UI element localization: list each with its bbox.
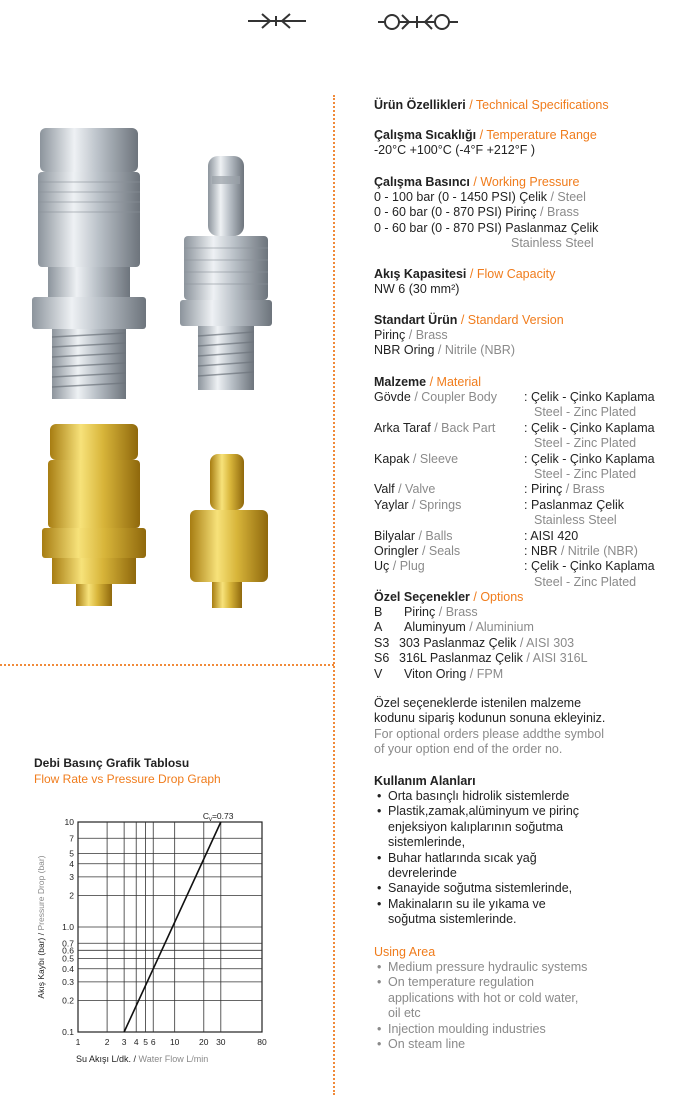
option-row: A Aluminyum / Aluminium: [374, 620, 534, 635]
graph-title: [34, 755, 221, 787]
flow-label-en: Flow Capacity: [476, 267, 556, 281]
y-tick-label: 4: [69, 858, 74, 869]
material-row: Arka Taraf / Back Part : Çelik - Çinko Kaplama Steel - Zinc Plated: [374, 421, 674, 452]
valved-coupling-symbol-icon: [376, 10, 460, 34]
usage-en-title: Using Area: [374, 945, 436, 959]
temperature-section: Çalışma Sıcaklığı / Temperature Range -20°C +100°C (-4°F +212°F ): [374, 128, 597, 157]
note-tr-line: Özel seçeneklerde istenilen malzeme: [374, 696, 582, 710]
y-tick-label: 0.3: [62, 976, 74, 987]
spec-title: Ürün Özellikleri / Technical Specifications: [374, 98, 609, 112]
material-label-en: Material: [436, 375, 481, 389]
usage-tr-list: [374, 789, 674, 928]
material-row: Kapak / Sleeve : Çelik - Çinko Kaplama Steel - Zinc Plated: [374, 452, 674, 483]
y-tick-label: 10: [64, 817, 74, 827]
brass-plug-photo: [186, 450, 272, 612]
material-label-tr: Malzeme: [374, 375, 427, 389]
options-table: [374, 605, 674, 682]
pressure-label-tr: Çalışma Basıncı: [374, 175, 470, 189]
flow-label-tr: Akış Kapasitesi: [374, 267, 467, 281]
spec-title-en: Technical Specifications: [475, 98, 609, 112]
note-en-line: For optional orders please addthe symbol: [374, 726, 604, 741]
pressure-section: Çalışma Basıncı / Working Pressure 0 - 100 bar (0 - 1450 PSI) Çelik / Steel 0 - 60 bar (0 - 870 PSI) Pirinç / Brass 0 - 60 bar (0 - 870 PSI) Paslanmaz Çelik Stainless Steel: [374, 175, 599, 251]
option-row: S6 316L Paslanmaz Çelik / AISI 316L: [374, 651, 588, 666]
options-label-tr: Özel Seçenekler: [374, 590, 470, 604]
graph-title-tr: Debi Basınç Grafik Tablosu: [34, 756, 190, 770]
steel-coupler-photo: [30, 122, 148, 402]
graph-title-en: Flow Rate vs Pressure Drop Graph: [34, 772, 221, 786]
option-row: V Viton Oring / FPM: [374, 666, 504, 681]
material-sub: Steel - Zinc Plated: [534, 467, 637, 482]
steel-plug-photo: [178, 152, 274, 394]
cv-annotation: $C_v=0.73$: [202, 811, 234, 823]
flow-section: Akış Kapasitesi / Flow Capacity NW 6 (30 mm²): [374, 267, 556, 296]
standard-row: Pirinç / Brass: [374, 328, 448, 342]
material-row: Yaylar / Springs : Paslanmaz Çelik Stainless Steel: [374, 498, 674, 529]
usage-item: • Sanayide soğutma sistemlerinde,: [374, 881, 674, 896]
usage-tr-title: Kullanım Alanları: [374, 774, 476, 788]
brass-coupler-photo: [38, 420, 150, 608]
standard-label-tr: Standart Ürün: [374, 313, 458, 327]
y-tick-label: 0.1: [62, 1027, 74, 1037]
y-tick-label: 1.0: [62, 922, 74, 932]
material-sub: Steel - Zinc Plated: [534, 574, 637, 589]
x-tick-label: 5: [143, 1037, 148, 1047]
y-tick-label: 0.5: [62, 953, 74, 964]
y-tick-label: 3: [69, 871, 74, 882]
note-tr-line: kodunu sipariş kodunun sonuna ekleyiniz.: [374, 711, 606, 726]
usage-item: • Medium pressure hydraulic systems: [374, 960, 674, 975]
material-sub: Steel - Zinc Plated: [534, 436, 637, 451]
y-tick-label: 2: [69, 890, 74, 901]
usage-item: • Plastik,zamak,alüminyum ve pirinç enjeksiyon kalıplarının soğutma sistemlerinde,: [374, 804, 674, 850]
usage-tr-section: [374, 773, 674, 928]
x-tick-label: 20: [199, 1037, 209, 1047]
x-tick-label: 80: [257, 1037, 267, 1047]
material-section: Malzeme / Material Gövde / Coupler Body : Çelik - Çinko Kaplama Steel - Zinc Plated Arka Taraf / Back Part : Çelik - Çinko Kaplama Steel - Zinc Plated Kapak / Sleeve : Çelik - Çinko Kaplama Steel - Zinc Plated Valf / Valve : Pirinç / Brass Yaylar / Springs : Paslanmaz Çelik Stainless Steel Bilyalar / Balls : AISI 420 Oringler / Seals : NBR / Nitrile (NBR) Uç / Plug : Çelik - Çinko Kaplama Steel - Zinc Plated: [374, 374, 674, 590]
x-tick-label: 10: [169, 1037, 180, 1047]
usage-item: • Buhar hatlarında sıcak yağ devrelerinde: [374, 851, 674, 882]
x-tick-label: 1: [75, 1037, 81, 1047]
material-row: Oringler / Seals : NBR / Nitrile (NBR): [374, 544, 638, 559]
x-tick-label: 2: [104, 1037, 110, 1047]
y-tick-label: 0.6: [62, 945, 74, 956]
material-sub: Steel - Zinc Plated: [534, 405, 637, 420]
standard-row: NBR Oring / Nitrile (NBR): [374, 343, 515, 358]
pressure-row: 0 - 60 bar (0 - 870 PSI) Pirinç / Brass: [374, 205, 579, 220]
flow-pressure-chart: [0, 800, 334, 1080]
straight-through-coupling-symbol-icon: [246, 10, 308, 32]
usage-item: • Orta basınçlı hidrolik sistemlerde: [374, 789, 674, 804]
temp-value: -20°C +100°C (-4°F +212°F ): [374, 143, 536, 157]
pressure-row: 0 - 100 bar (0 - 1450 PSI) Çelik / Steel: [374, 190, 586, 204]
y-tick-label: 0.7: [62, 938, 74, 949]
x-tick-label: 3: [121, 1037, 127, 1047]
material-sub: Stainless Steel: [534, 513, 617, 528]
x-tick-label: 30: [216, 1037, 226, 1047]
material-row: Uç / Plug : Çelik - Çinko Kaplama Steel - Zinc Plated: [374, 559, 674, 590]
material-row: Gövde / Coupler Body : Çelik - Çinko Kaplama Steel - Zinc Plated: [374, 390, 674, 421]
option-row: B Pirinç / Brass: [374, 605, 478, 619]
x-axis-label: Su Akışı L/dk. / Water Flow L/min: [76, 1054, 209, 1064]
options-note: [374, 696, 605, 758]
note-en-line: of your option end of the order no.: [374, 742, 563, 757]
temp-label-en: Temperature Range: [486, 128, 597, 142]
standard-section: Standart Ürün / Standard Version Pirinç / Brass NBR Oring / Nitrile (NBR): [374, 313, 564, 358]
material-row: Valf / Valve : Pirinç / Brass: [374, 482, 605, 497]
flow-value: NW 6 (30 mm²): [374, 282, 460, 296]
standard-label-en: Standard Version: [467, 313, 564, 327]
usage-en-list: [374, 960, 674, 1052]
y-tick-label: 7: [69, 833, 74, 844]
y-tick-label: 0.4: [62, 963, 74, 974]
y-tick-label: 0.2: [62, 995, 74, 1006]
usage-item: • Injection moulding industries: [374, 1022, 674, 1037]
spec-title-tr: Ürün Özellikleri: [374, 98, 466, 112]
usage-item: • Makinaların su ile yıkama ve soğutma sistemlerinde.: [374, 897, 674, 928]
x-tick-label: 4: [133, 1037, 139, 1047]
usage-item: • On temperature regulation applications with hot or cold water, oil etc: [374, 975, 674, 1021]
y-axis-label: Akış Kaybı (bar) / Pressure Drop (bar): [36, 855, 46, 999]
pressure-stainless-en: Stainless Steel: [511, 236, 594, 251]
usage-en-section: [374, 944, 674, 1052]
options-label-en: Options: [480, 590, 524, 604]
option-row: S3 303 Paslanmaz Çelik / AISI 303: [374, 635, 575, 650]
horizontal-divider: [0, 664, 334, 666]
material-table: [374, 390, 674, 590]
material-row: Bilyalar / Balls : AISI 420: [374, 528, 579, 543]
pressure-label-en: Working Pressure: [480, 175, 580, 189]
temp-label-tr: Çalışma Sıcaklığı: [374, 128, 477, 142]
y-tick-label: 5: [69, 848, 74, 859]
options-section: Özel Seçenekler / Options B Pirinç / Brass A Aluminyum / Aluminium S3 303 Paslanmaz Çelik / AISI 303 S6 316L Paslanmaz Çelik / AISI 316L V Viton Oring / FPM: [374, 589, 674, 682]
usage-item: • On steam line: [374, 1037, 674, 1052]
pressure-row: 0 - 60 bar (0 - 870 PSI) Paslanmaz Çelik: [374, 220, 599, 235]
x-tick-label: 6: [150, 1037, 156, 1047]
